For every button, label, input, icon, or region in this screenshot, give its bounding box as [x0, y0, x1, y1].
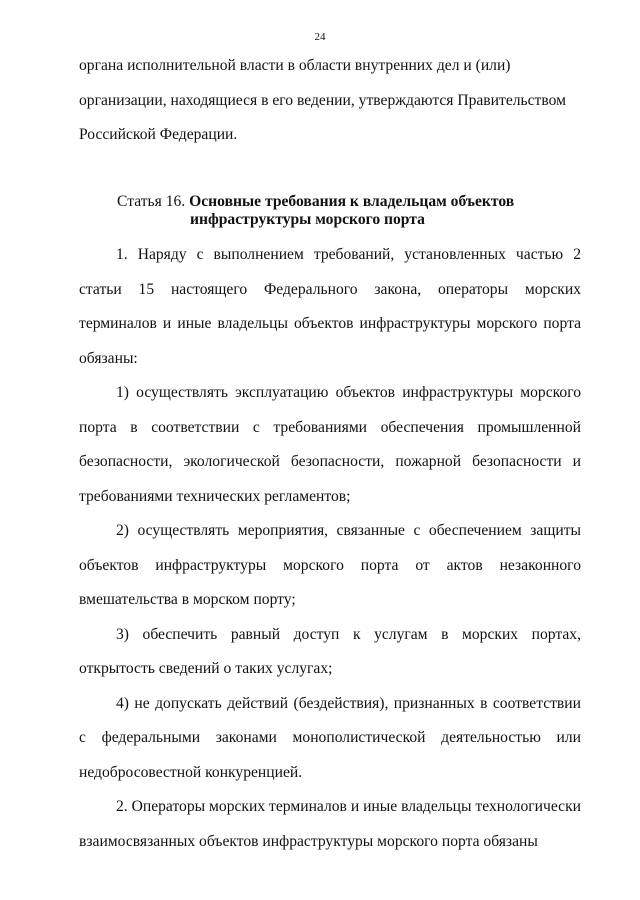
article-title: Основные требования к владельцам объектов	[189, 193, 515, 210]
article-title-continuation: инфраструктуры морского порта	[190, 211, 425, 228]
paragraph-item: 3) обеспечить равный доступ к услугам в морских портах, открытость сведений о таких услугах;	[79, 625, 581, 677]
paragraph-item: 4) не допускать действий (бездействия), признанных в соответствии с федеральными законами монополистической деятельностью или недобросовестной конкуренцией.	[79, 694, 581, 781]
continuation-line: организации, находящиеся в его ведении, утверждаются Правительством	[79, 91, 566, 109]
continuation-text	[79, 49, 581, 153]
paragraph-item: 1. Наряду с выполнением требований, установленных частью 2 статьи 15 настоящего Федерального закона, операторы морских терминалов и иные владельцы объектов инфраструктуры морского порта обязаны:	[79, 246, 581, 367]
article-number: Статья 16.	[117, 193, 186, 210]
article-heading-line	[79, 193, 581, 211]
continuation-line: Российской Федерации.	[79, 126, 238, 143]
paragraph-item: 2) осуществлять мероприятия, связанные с обеспечением защиты объектов инфраструктуры морского порта от актов незаконного вмешательства в морском порту;	[79, 522, 581, 608]
paragraph-item: 2. Операторы морских терминалов и иные владельцы технологически взаимосвязанных объектов инфраструктуры морского порта обязаны	[79, 798, 581, 850]
paragraph-item: 1) осуществлять эксплуатацию объектов инфраструктуры морского порта в соответствии с требованиями обеспечения промышленной безопасности, экологической безопасности, пожарной безопасности и требованиями технических регламентов;	[79, 384, 581, 505]
article-heading	[79, 193, 581, 229]
page-number: 24	[314, 31, 326, 43]
article-body	[79, 238, 581, 859]
continuation-line: органа исполнительной власти в области внутренних дел и (или)	[79, 57, 511, 74]
